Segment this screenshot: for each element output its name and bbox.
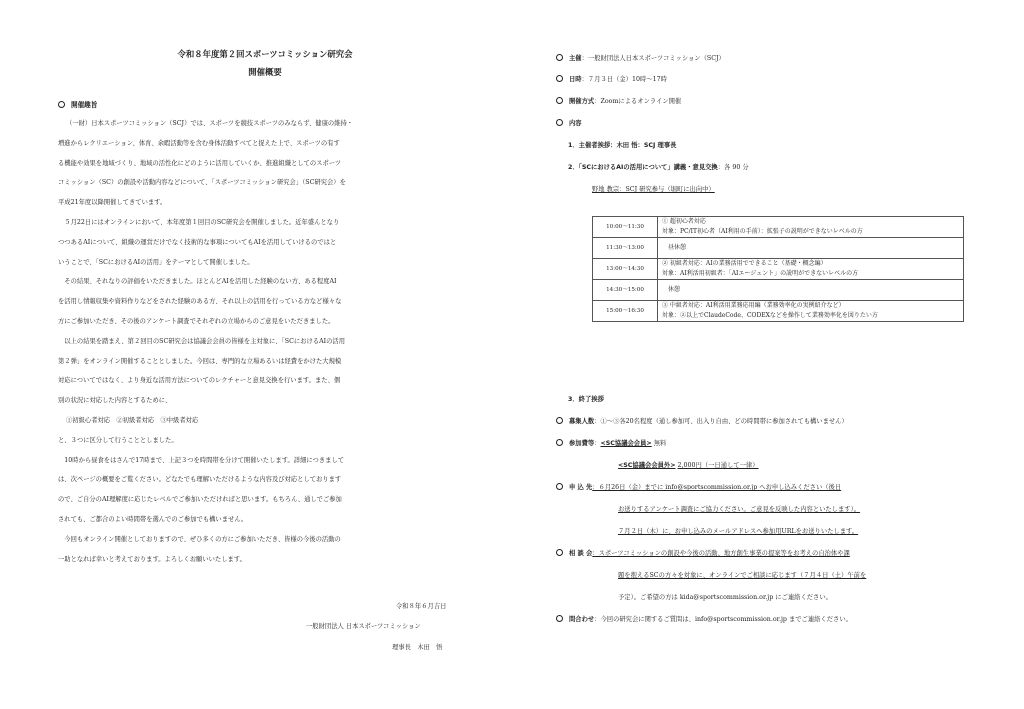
circle-bullet-icon — [556, 417, 563, 424]
schedule-time: 15:00～16:30 — [593, 301, 658, 322]
purpose-line: る機能や効果を地域づくり、地域の活性化にどのように活用していくか、推進組織としてのスポーツ — [58, 159, 342, 167]
schedule-time: 14:30～15:00 — [593, 280, 658, 301]
apply-line-2: お送りするアンケート調査にご協力ください。ご意見を反映した内容といたします）。 — [618, 506, 861, 513]
purpose-line: 方にご参加いただき、その後のアンケート調査でそれぞれの立場からのご意見をいただきました。 — [58, 317, 335, 325]
circle-bullet-icon — [556, 483, 563, 490]
purpose-line: 今回もオンライン開催としておりますので、ぜひ多くの方にご参加いただき、皆様の今後の活動の — [58, 535, 341, 543]
content-item-2: 2．「SCにおけるAIの活用について」講義・意見交換：各 90 分 — [568, 164, 749, 171]
method-row: 開催方式：Zoomによるオンライン開催 — [556, 96, 681, 105]
purpose-line: ①初級心者対応 ②初級者対応 ③中級者対応 — [66, 416, 199, 424]
purpose-line: 別の状況に対応した内容とするために、 — [58, 397, 172, 405]
content-item-1: 1．主催者挨拶：木田 悟：SCJ 理事長 — [568, 142, 677, 149]
table-row — [593, 238, 964, 259]
document-title: 令和８年度第２回スポーツコミッション研究会 — [177, 49, 353, 59]
purpose-line: 増進からレクリエーション、体育、余暇活動等を含む身体活動すべてと捉えた上で、スポーツの有す — [58, 139, 340, 147]
schedule-desc: 昼休憩 — [658, 238, 964, 259]
purpose-line: されても、ご都合のよい時間帯を選んでのご参加でも構いません。 — [58, 515, 248, 523]
purpose-line: コミッション（SC）の創設や活動内容などについて、「スポーツコミッション研究会」（SC研究会）を — [58, 179, 346, 187]
circle-bullet-icon — [556, 75, 563, 82]
purpose-line: 平成21年度以降開催してきています。 — [58, 199, 167, 207]
schedule-desc: 休憩 — [658, 280, 964, 301]
content-row: 内容 — [556, 118, 582, 127]
table-row — [593, 280, 964, 301]
purpose-line: 10時から昼食をはさんで17時まで、上記３つを時間帯を分けて開催いたします。詳細につきまして — [58, 456, 345, 464]
purpose-line: いうことで、「SCにおけるAIの活用」をテーマとして開催しました。 — [58, 258, 254, 266]
schedule-desc: ③ 中級者対応：AI利活用業務応用編（業務効率化の実例紹介など） 対象：②以上でClaudeCode、CODEXなどを操作して業務効率化を図りたい方 — [658, 301, 964, 322]
recruit-row: 募集人数：①～③各20名程度（通し参加可、出入り自由、どの時間帯に参加されても構いません） — [556, 416, 848, 425]
table-row — [593, 259, 964, 280]
signature-date: 令和８年６月吉日 — [396, 603, 447, 610]
organizer-row: 主催：一般財団法人日本スポーツコミッション（SCJ） — [556, 53, 725, 62]
fee-nonmember-row: <SC協議会会員外> 2,000円（一日通して一律） — [618, 462, 759, 469]
purpose-line: 対応についてではなく、より身近な活用方法についてのレクチャーと意見交換を行います。また、個 — [58, 377, 341, 385]
table-row — [593, 301, 964, 322]
circle-bullet-icon — [556, 615, 563, 622]
circle-bullet-icon — [556, 54, 563, 61]
document-subtitle: 開催概要 — [248, 67, 282, 77]
circle-bullet-icon — [556, 439, 563, 446]
purpose-line: 第２弾」をオンライン開催することとしました。今回は、専門的な立場あるいは経費をかけた大規模 — [58, 357, 342, 365]
consult-line-3: 予定）。ご希望の方は kida@sportscommission.or.jp にご連絡ください。 — [618, 594, 832, 601]
schedule-desc: ① 超初心者対応 対象：PC/IT初心者（AI利用の手前）：拡張子の説明ができないレベルの方 — [658, 217, 964, 238]
circle-bullet-icon — [556, 119, 563, 126]
purpose-line: ので、ご自分のAI理解度に応じたレベルでご参加いただければと思います。もちろん、通しでご参加 — [58, 496, 342, 504]
schedule-desc: ② 初級者対応：AIの業務活用でできること（基礎・概念編） 対象：AI利活用初級者：「AIエージェント」の説明ができないレベルの方 — [658, 259, 964, 280]
purpose-line: と、３つに区分して行うこととしました。 — [58, 436, 178, 444]
consult-row: 相 談 会：スポーツコミッションの創設や今後の活動、地方創生事業の提案等をお考えの自治体や課 — [556, 548, 850, 557]
circle-bullet-icon — [58, 101, 65, 108]
apply-row: 申 込 先：６月26日（金）までに info@sportscommission.or.jp へお申し込みください（後日 — [556, 482, 841, 491]
lecturer: 野地 教宗：SCJ 研究参与（堀町に出向中） — [592, 186, 715, 193]
schedule-time: 11:30～13:00 — [593, 238, 658, 259]
purpose-line: ５月22日にはオンラインにおいて、本年度第１回目のSC研究会を開催しました。近年盛んとなり — [58, 218, 340, 226]
purpose-line: 一助となれば幸いと考えております。よろしくお願いいたします。 — [58, 555, 246, 563]
consult-line-2: 題を抱えるSCの方々を対象に、オンラインでご相談に応じます（７月４日（土）午前を — [618, 572, 867, 579]
purpose-line: は、次ページの概要をご覧ください。どなたでも理解いただけるような内容及び対応としております — [58, 476, 342, 484]
content-item-3: 3．終了挨拶 — [568, 396, 604, 403]
signature-person: 理事長 木田 悟 — [392, 644, 443, 651]
table-row — [593, 217, 964, 238]
apply-line-3: ７月２日（木）に、お申し込みのメールアドレスへ参加用URLをお送りいたします。 — [618, 528, 859, 535]
purpose-line: を活用し情報収集や資料作りなどをされた経験のある方、それ以上の活用を行っている方など様々な — [58, 298, 342, 306]
purpose-line: 以上の結果を踏まえ、第２回目のSC研究会は協議会会員の皆様を主対象に、「SCにおけるAIの活用 — [58, 337, 345, 345]
purpose-line: つつあるAIについて、組織の運営だけでなく技術的な事項についてもAIを活用していけるのではと — [58, 238, 337, 246]
contact-row: 問合わせ：今回の研究会に関するご質問は、info@sportscommission.or.jp までご連絡ください。 — [556, 614, 852, 623]
fee-row: 参加費等：<SC協議会会員> 無料 — [556, 438, 666, 447]
datetime-row: 日時：７月３日（金）10時～17時 — [556, 74, 667, 83]
circle-bullet-icon — [556, 97, 563, 104]
schedule-time: 10:00～11:30 — [593, 217, 658, 238]
purpose-line: （一財）日本スポーツコミッション（SCJ）では、スポーツを競技スポーツのみならず、健康の維持・ — [66, 120, 354, 127]
purpose-line: その結果、それなりの評価をいただきました。ほとんどAIを活用した経験のない方、ある程度AI — [58, 278, 337, 286]
purpose-body — [58, 114, 472, 569]
signature-org: 一般財団法人 日本スポーツコミッション — [306, 623, 421, 630]
purpose-heading: 開催趣旨 — [58, 99, 97, 109]
schedule-time: 13:00～14:30 — [593, 259, 658, 280]
circle-bullet-icon — [556, 549, 563, 556]
schedule-table — [592, 216, 964, 322]
